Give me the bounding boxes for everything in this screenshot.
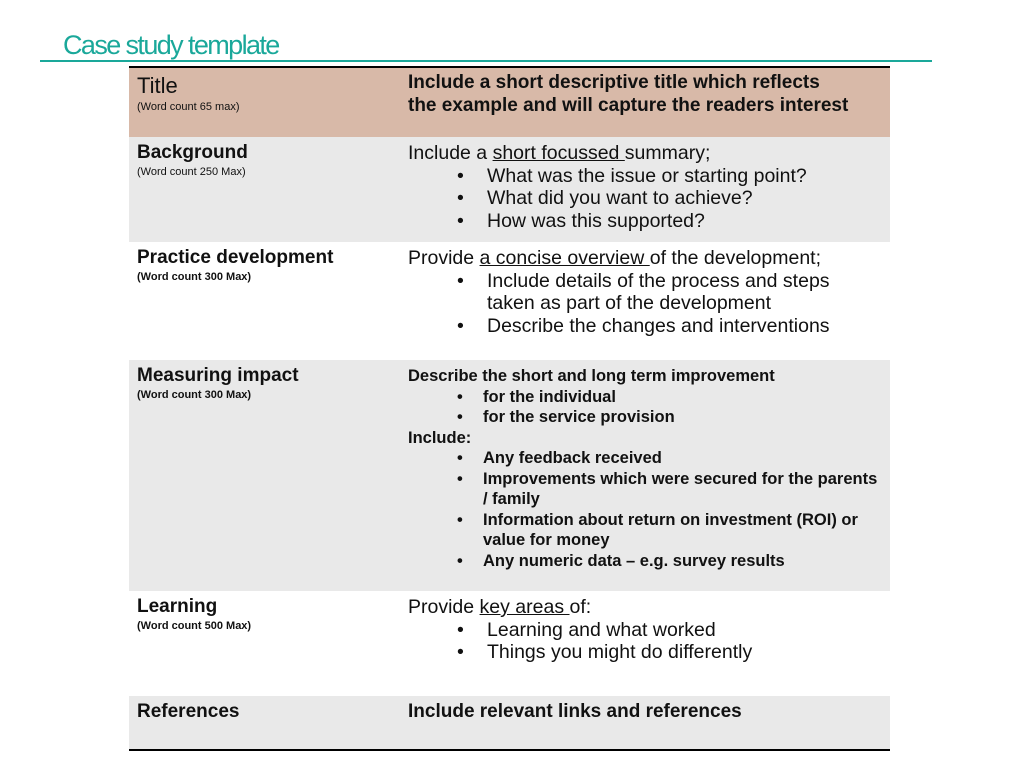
bullet-list [408,387,888,428]
bullet-list [408,165,888,233]
row-word-count: (Word count 300 Max) [137,389,252,401]
table-row-practice-development [129,242,890,360]
row-word-count: (Word count 250 Max) [137,166,246,178]
list-item: • Include details of the process and steps taken as part of the development [457,270,878,315]
row-label: Title [137,73,178,98]
row-label: Practice development [137,247,334,268]
row-label: Measuring impact [137,365,299,386]
case-study-table [129,66,890,751]
row-description-line: the example and will capture the readers interest [408,94,849,116]
list-item: • What did you want to achieve? [457,187,888,210]
row-word-count: (Word count 500 Max) [137,620,252,632]
list-item: • How was this supported? [457,210,888,233]
bullet-list [408,619,888,664]
table-row-measuring-impact [129,360,890,591]
list-item: • for the individual [457,387,888,408]
bullet-list [408,448,883,571]
list-item: • Any numeric data – e.g. survey results [457,551,883,572]
table-row-background [129,137,890,242]
list-item: • Information about return on investment (ROI) or value for money [457,510,883,551]
row-intro: Include a short focussed summary; [408,142,711,164]
bullet-list [408,270,878,338]
list-item: • Learning and what worked [457,619,888,642]
title-underline [40,60,932,62]
row-label: References [137,701,240,722]
row-label: Learning [137,596,218,617]
table-row-learning [129,591,890,696]
row-word-count: (Word count 300 Max) [137,271,252,283]
list-item: • for the service provision [457,407,888,428]
row-word-count: (Word count 65 max) [137,101,240,113]
row-intro: Provide a concise overview of the development; [408,247,822,269]
list-item: • Any feedback received [457,448,883,469]
include-label: Include: [408,428,472,447]
row-description-line: Include a short descriptive title which reflects [408,72,820,93]
list-item: • Things you might do differently [457,641,888,664]
list-item: • What was the issue or starting point? [457,165,888,188]
table-row-title [129,68,890,137]
table-row-references [129,696,890,749]
page-title: Case study template [63,30,279,60]
list-item: • Improvements which were secured for the parents / family [457,469,883,510]
row-intro: Provide key areas of: [408,596,592,618]
row-label: Background [137,142,248,163]
list-item: • Describe the changes and interventions [457,315,878,338]
row-intro: Describe the short and long term improvement [408,367,775,385]
row-description-line: Include relevant links and references [408,701,742,722]
